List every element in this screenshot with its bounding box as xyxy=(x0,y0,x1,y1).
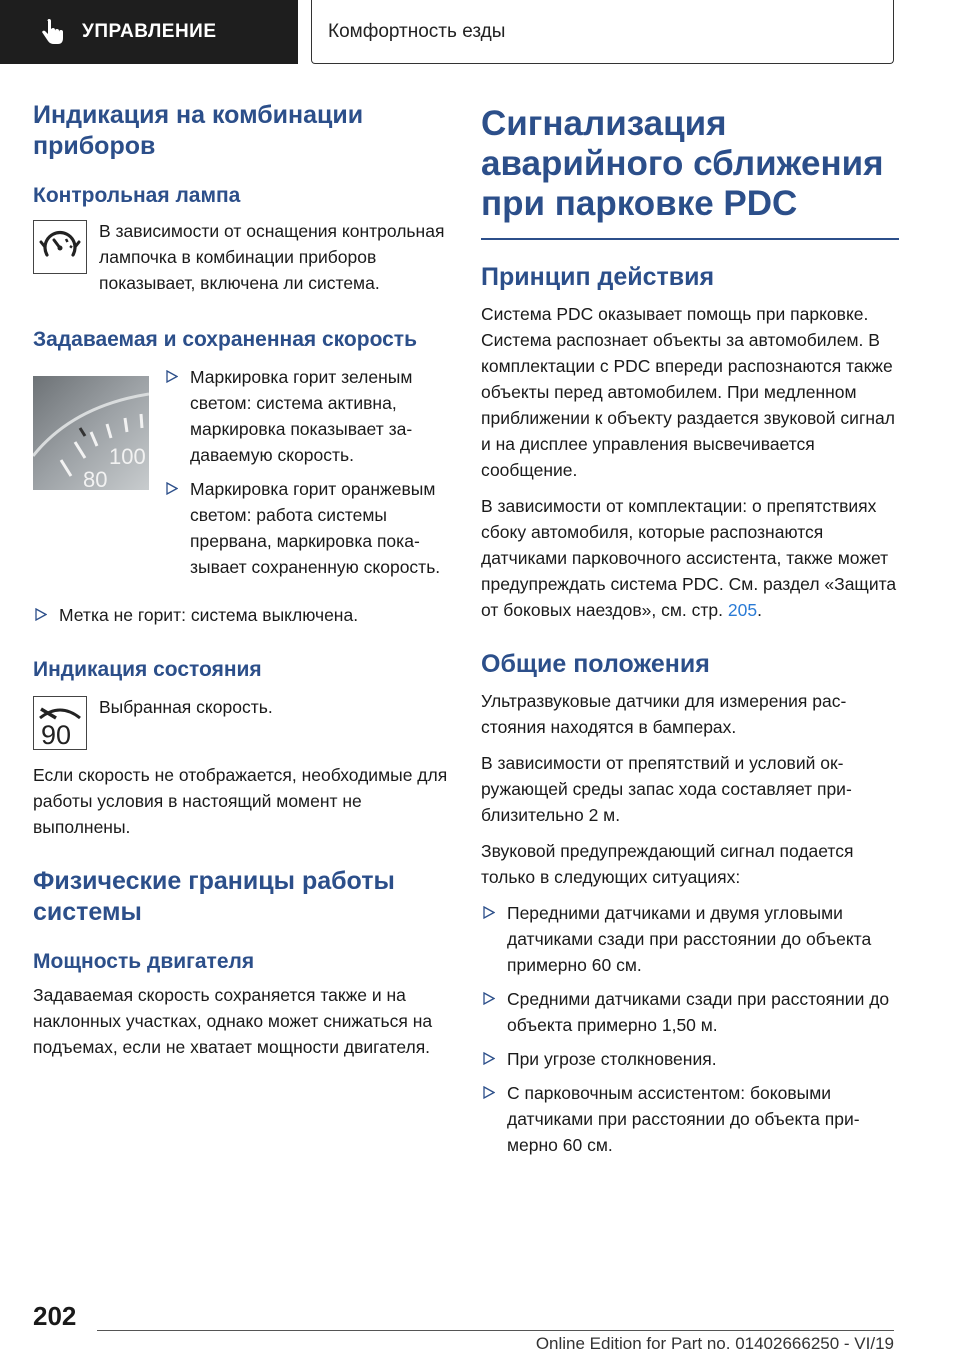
heading-limits: Физические границы работы системы xyxy=(33,867,395,926)
list-item: Средними датчиками сзади при расстоянии до объекта примерно 1,50 м. xyxy=(481,986,899,1038)
heading-principle: Принцип действия xyxy=(481,262,715,291)
page-number: 202 xyxy=(33,1301,77,1331)
heading-general: Общие положения xyxy=(481,649,710,678)
gauge-label-100: 100 xyxy=(109,444,146,469)
status-note: Если скорость не отображается, необходимые для работы условия в настоящий момент не выполнены. xyxy=(33,765,448,837)
speedometer-gauge-image xyxy=(33,376,149,490)
footer-divider xyxy=(97,1330,894,1331)
speed-row xyxy=(33,364,451,588)
heading-status: Индикация состояния xyxy=(33,658,262,681)
general-paragraph-1: Ультразвуковые датчики для измерения расстояния находятся в бамперах. xyxy=(481,690,847,737)
engine-text: Задаваемая скорость сохраняется также и на наклонных участках, однако может снижаться на подъемах, если не хватает мощности двигателя. xyxy=(33,985,433,1057)
section-tab xyxy=(0,0,298,64)
triangle-bullet-icon xyxy=(483,992,495,1005)
heading-engine: Мощность двигателя xyxy=(33,950,255,973)
triangle-bullet-icon xyxy=(166,370,178,383)
left-column xyxy=(33,100,451,1070)
title-divider xyxy=(481,238,899,240)
status-text: Выбранная скорость. xyxy=(99,697,273,717)
hand-pointer-icon xyxy=(38,17,68,47)
page-title: Сигнализация аварийного сближения при парковке PDC xyxy=(481,104,884,223)
triangle-bullet-icon xyxy=(483,906,495,919)
triangle-bullet-icon xyxy=(483,1052,495,1065)
lamp-row xyxy=(33,218,451,306)
list-item: Передними датчиками и двумя угловыми датчиками сзади при расстоянии до объекта примерно 60 см. xyxy=(481,900,899,978)
selected-speed-icon xyxy=(33,696,87,750)
list-item: Маркировка горит оранжевым светом: работа системы прервана, маркировка показывает сохраненную скорость. xyxy=(164,476,451,580)
triangle-bullet-icon xyxy=(483,1086,495,1099)
section-title: УПРАВЛЕНИЕ xyxy=(82,21,217,42)
edition-text: Online Edition for Part no. 01402666250 - VI/19 xyxy=(535,1334,894,1353)
gauge-label-80: 80 xyxy=(83,467,108,490)
principle-paragraph-1: Система PDC оказывает помощь при парковке. Система распознает объекты за автомобилем. В комплектации с PDC впереди распознаются также объекты перед автомобилем. При медленном приближении к объекту раздается звуковой сигнал и на дисплее управления высвечивается сообщение. xyxy=(481,303,895,480)
right-column xyxy=(481,104,899,1166)
status-icon-value: 90 xyxy=(41,720,72,748)
list-item: С парковочным ассистентом: боковыми датчиками при расстоянии до объекта примерно 60 см. xyxy=(481,1080,899,1158)
lamp-text: В зависимости от оснащения контрольная лампочка в комбинации приборов показывает, включена ли система. xyxy=(99,221,445,293)
speed-limiter-icon xyxy=(33,220,87,274)
chapter-title: Комфортность езды xyxy=(328,20,506,42)
heading-speed: Задаваемая и сохраненная скорость xyxy=(33,328,417,351)
speed-bullets xyxy=(164,364,451,588)
list-item: Метка не горит: система выключена. xyxy=(33,602,451,628)
chapter-tab xyxy=(311,0,894,64)
general-paragraph-3: Звуковой предупреждающий сигнал подается только в следующих ситуациях: xyxy=(481,840,854,887)
triangle-bullet-icon xyxy=(35,608,47,621)
page-link[interactable]: 205 xyxy=(727,599,758,620)
heading-lamp: Контрольная лампа xyxy=(33,184,241,207)
principle-paragraph-2: В зависимости от комплектации: о препятствиях сбоку автомобиля, которые распознаются датчиками парковочного ассистента, также может предупреждать система PDC. См. раздел «Защита от боковых наездов», см. стр. 205. xyxy=(481,495,897,620)
list-item: Маркировка горит зеленым светом: система активна, маркировка показывает задаваемую скорость. xyxy=(164,364,451,468)
triangle-bullet-icon xyxy=(166,482,178,495)
situations-list xyxy=(481,900,899,1158)
heading-display: Индикация на комбинации приборов xyxy=(33,101,364,160)
list-item: При угрозе столкновения. xyxy=(481,1046,899,1072)
page-header xyxy=(0,0,960,66)
status-row xyxy=(33,694,451,750)
general-paragraph-2: В зависимости от препятствий и условий окружающей среды запас хода составляет приблизительно 2 м. xyxy=(481,752,852,825)
